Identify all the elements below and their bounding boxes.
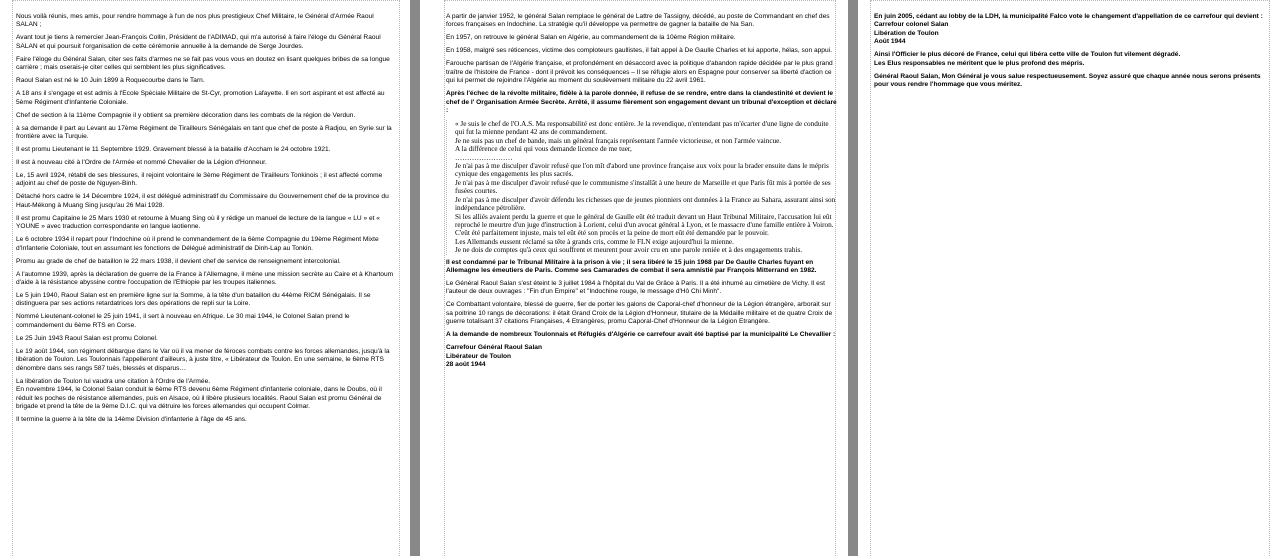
paragraph: Le 19 août 1944, son régiment débarque dans le Var où il va mener de féroces combats contre les forces allemandes, jusqu'à la libération de Toulon. Les Toulonnais l'appelleront d'ailleurs, à juste titre, « Libérateur de Toulon. En une semaine, le 6ème RTS dénombre dans ses rangs 587 tués, blessés et disparus… [16, 347, 390, 372]
paragraph: Général Raoul Salan, Mon Général je vous salue respectueusement. Soyez assuré que chaque année nous serons présents pour vous rendre l'hommage que vous méritez. [874, 72, 1261, 89]
signature-line-3: 28 août 1944 [446, 360, 486, 368]
paragraph: Le Général Raoul Salan s'est éteint le 3 juillet 1984 à l'hôpital du Val de Grâce à Paris. Il a été inhumé au cimetière de Vichy. Il est l'auteur de deux ouvrages : "Fin d'un Empire" et "Indochine rouge, le message d'Hô Chi Minh". [446, 279, 825, 296]
quote-line: A la différence de celui qui vous demande licence de me tuer, [455, 145, 632, 154]
page-2-text [446, 13, 838, 369]
page-2-bold-paragraph-3: A la demande de nombreux Toulonnais et Réfugiés d'Algérie ce carrefour avait été baptisé par la municipalité Le Chevallier : [446, 331, 836, 339]
document-page-2 [420, 0, 848, 556]
paragraph: A partir de janvier 1952, le général Salan remplace le général de Lattre de Tassigny, décédé, au poste de Commandant en chef des forces françaises en Indochine. La stratégie qu'il développe va permettre de gagner la bataille de Na San. [446, 13, 830, 29]
quote-line: Je ne suis pas un chef de bande, mais un général français représentant l'armée victorieuse, et non l'armée vaincue. [455, 136, 782, 145]
quote-line: Je n'ai pas à me disculper d'avoir refusé que le communisme s'installât à une heure de Marseille et que Paris fût mis à portée de ses fusées courtes. [455, 178, 831, 196]
document-page-1 [0, 0, 410, 556]
paragraph: Promu au grade de chef de bataillon le 22 mars 1938, il devient chef de service de renseignement intercolonial. [16, 257, 341, 265]
paragraph: Faire l'éloge du Général Salan, citer ses faits d'armes ne se fait pas vous vous en doutez en lisant quelques bribes de sa longue carrière ; mais oserais-je citer celles qui semblent les plus significatives. [16, 55, 390, 72]
paragraph: Farouche partisan de l'Algérie française, et profondément en désaccord avec la politique d'abandon rapide décidée par le plus grand traître de l'histoire de France - dont il prévoit les conséquences – Il se réfugie alors en Espagne pour conserver sa liberté d'action ce qui lui permet de rejoindre l'Algérie au moment du soulèvement militaire du 22 avril 1961. [446, 60, 833, 85]
paragraph: La libération de Toulon lui vaudra une citation à l'Ordre de l'Armée. En novembre 1944, le Colonel Salan conduit le 6ème RTS devenu 6ème Régiment d'infanterie coloniale, dans le Doubs, où il réduit les poches de résistance allemandes, puis en Alsace, où il libère plusieurs localités. Raoul Salan est promu Général de brigade et prend la tête de la 9ème D.I.C. qui va détruire les forces allemandes qui occupent Colmar. [16, 377, 382, 410]
paragraph: à sa demande il part au Levant au 17ème Régiment de Tirailleurs Sénégalais en tant que chef de poste à Radjou, en Syrie sur la frontière avec la Turquie. [16, 124, 392, 141]
paragraph: Il est à nouveau cité à l'Ordre de l'Armée et nommé Chevalier de la Légion d'Honneur. [16, 159, 267, 167]
document-page-3 [858, 0, 1280, 556]
quote-line: Je n'ai pas à me disculper d'avoir refusé que l'on mît d'abord une province française aux voix pour la brader ensuite dans le mépris cynique des engagements les plus sacrés. [455, 162, 829, 179]
page-3-text [874, 13, 1272, 94]
quote-line: Les Allemands eussent réclamé sa tête à grands cris, comme le FLN exige aujourd'hui la mienne. [455, 237, 734, 246]
paragraph: En juin 2005, cédant au lobby de la LDH, la municipalité Falco vote le changement d'appellation de ce carrefour qui devient : Carrefour colonel Salan Libération de Toulon Août 1944 [874, 13, 1263, 46]
quote-line: Si les alliés avaient perdu la guerre et que le général de Gaulle eût été traduit devant un Haut Tribunal Militaire, l'accusation lui eût reproché le meurtre d'un juge d'instruction à Lorient, celui d'un avocat général à Lyon, et le massacre d'une famille entière à Voiron. [455, 212, 834, 229]
paragraph: Le 5 juin 1940, Raoul Salan est en première ligne sur la Somme, à la tête d'un bataillon du 44ème RICM Sénégalais. Il se distinguera par ses actions retardatrices lors des opérations de repli sur la Loire. [16, 292, 371, 308]
quote-line: Je ne dois de comptes qu'à ceux qui souffrent et meurent pour avoir cru en une parole reniée et à des engagements trahis. [455, 246, 803, 255]
page-2-bold-paragraph-2: Il est condamné par le Tribunal Militaire à la prison à vie ; il sera libéré le 15 juin 1968 par De Gaulle Charles fuyant en Allemagne les émeutiers de Paris. Comme ses Camarades de combat il sera amnistié par François Mitterrand en 1982. [446, 258, 817, 274]
paragraph: Avant tout je tiens à remercier Jean-François Collin, Président de l'ADIMAD, qui m'a autorisé à faire l'éloge du Général Raoul SALAN et qui poursuit l'organisation de cette cérémonie annuelle à la demande de Serge Jourdes. [16, 34, 381, 50]
page-2-bold-paragraph-1: Après l'échec de la révolte militaire, fidèle à la parole donnée, il refuse de se rendre, entre dans la clandestinité et devient le chef de l' Organisation Armée Secrète. Arrêté, il assume fièrement son engagement devant un tribunal d'exception et déclare : [446, 90, 837, 115]
paragraph: Nommé Lieutenant-colonel le 25 juin 1941, il sert à nouveau en Afrique. Le 30 mai 1944, le Colonel Salan prend le commandement du 6ème RTS en Corse. [16, 313, 350, 329]
paragraph: Le 25 Juin 1943 Raoul Salan est promu Colonel. [16, 334, 158, 342]
quote-line: Je n'ai pas à me disculper d'avoir défendu les richesses que de jeunes pionniers ont données à la France au Sahara, assurant ainsi son indépendance pétrolière. [455, 195, 836, 213]
paragraph: Ainsi l'Officier le plus décoré de France, celui qui libéra cette ville de Toulon fut vilement dégradé. Les Elus responsables ne méritent que le plus profond des mépris. [874, 51, 1181, 67]
paragraph: Chef de section à la 11ème Compagnie il y obtient sa première décoration dans les combats de la région de Verdun. [16, 111, 356, 119]
paragraph: Ce Combattant volontaire, blessé de guerre, fier de porter les galons de Caporal-chef d'honneur de la Légion étrangère, arborait sur sa poitrine 10 rangs de décorations: il était Grand Croix de la Légion d'Honneur, titulaire de la Médaille militaire et de quatre Croix de guerre totalisant 37 citations Françaises, 4 Etrangères, promu Caporal-Chef d'Honneur de la Légion Etrangère. [446, 301, 833, 326]
paragraph: Il termine la guerre à la tête de la 14ème Division d'infanterie à l'âge de 45 ans. [16, 415, 247, 423]
paragraph: Il est promu Capitaine le 25 Mars 1930 et retourne à Muang Sing où il y rédige un manuel de lecture de la langue « LU » et « YOUNE » avec traduction correspondante en langue laotienne. [16, 214, 380, 231]
quote-line: « Je suis le chef de l'O.A.S. Ma responsabilité est donc entière. Je la revendique, n'entendant pas m'écarter d'une ligne de conduite qui fut la mienne pendant 42 ans de commandement. [455, 120, 829, 137]
paragraph: En 1958, malgré ses réticences, victime des comploteurs gaullistes, il fait appel à De Gaulle Charles et lui apporte, hélas, son appui. [446, 47, 832, 55]
paragraph: A 18 ans il s'engage et est admis à l'Ecole Spéciale Militaire de St-Cyr, promotion Lafayette. Il en sort aspirant et est affecté au 5ème Régiment d'Infanterie Coloniale. [16, 90, 385, 106]
paragraph: Détaché hors cadre le 14 Décembre 1924, il est délégué administratif du Commissaire du Gouvernement chef de la province du Haut-Mékong à Muang Sing jusqu'au 26 Mai 1928. [16, 193, 389, 209]
trial-declaration-quote [446, 120, 838, 255]
quote-line: C'eût été parfaitement injuste, mais tel eût été son procès et la peine de mort eût été demandée par le pouvoir. [455, 229, 769, 238]
quote-line: …………………… [455, 153, 513, 162]
paragraph: Nous voilà réunis, mes amis, pour rendre hommage à l'un de nos plus prestigieux Chef Militaire, le Général d'Armée Raoul SALAN ; [16, 13, 374, 29]
paragraph: En 1957, on retrouve le général Salan en Algérie, au commandement de la 10ème Région militaire. [446, 34, 736, 42]
paragraph: Raoul Salan est né le 10 Juin 1899 à Roquecourbe dans le Tarn. [16, 77, 205, 85]
paragraph: A l'automne 1939, après la déclaration de guerre de la France à l'Allemagne, il mène une mission secrète au Caire et à Khartoum d'aide à la résistance abyssine contre l'occupation de l'Ethiopie par les troupes italiennes. [16, 270, 394, 287]
paragraph: Il est promu Lieutenant le 11 Septembre 1929. Gravement blessé à la bataille d'Accham le 24 octobre 1921. [16, 146, 331, 154]
page-1-text [16, 13, 396, 429]
paragraph: Le, 15 avril 1924, rétabli de ses blessures, il rejoint volontaire le 3ème Régiment de Tirailleurs Tonkinois ; il est affecté comme adjoint au chef de poste de Nguyen-Binh. [16, 172, 383, 188]
signature-line-1: Carrefour Général Raoul Salan [446, 344, 543, 352]
paragraph: Le 6 octobre 1934 il repart pour l'Indochine où il prend le commandement de la 6ème Compagnie du 19ème Régiment Mixte d'Infanterie Coloniale, tout en assumant les fonctions de Délégué administratif de Dinh-Lap au Tonkin. [16, 236, 379, 252]
signature-line-2: Libérateur de Toulon [446, 352, 512, 360]
signature-block [446, 344, 838, 369]
